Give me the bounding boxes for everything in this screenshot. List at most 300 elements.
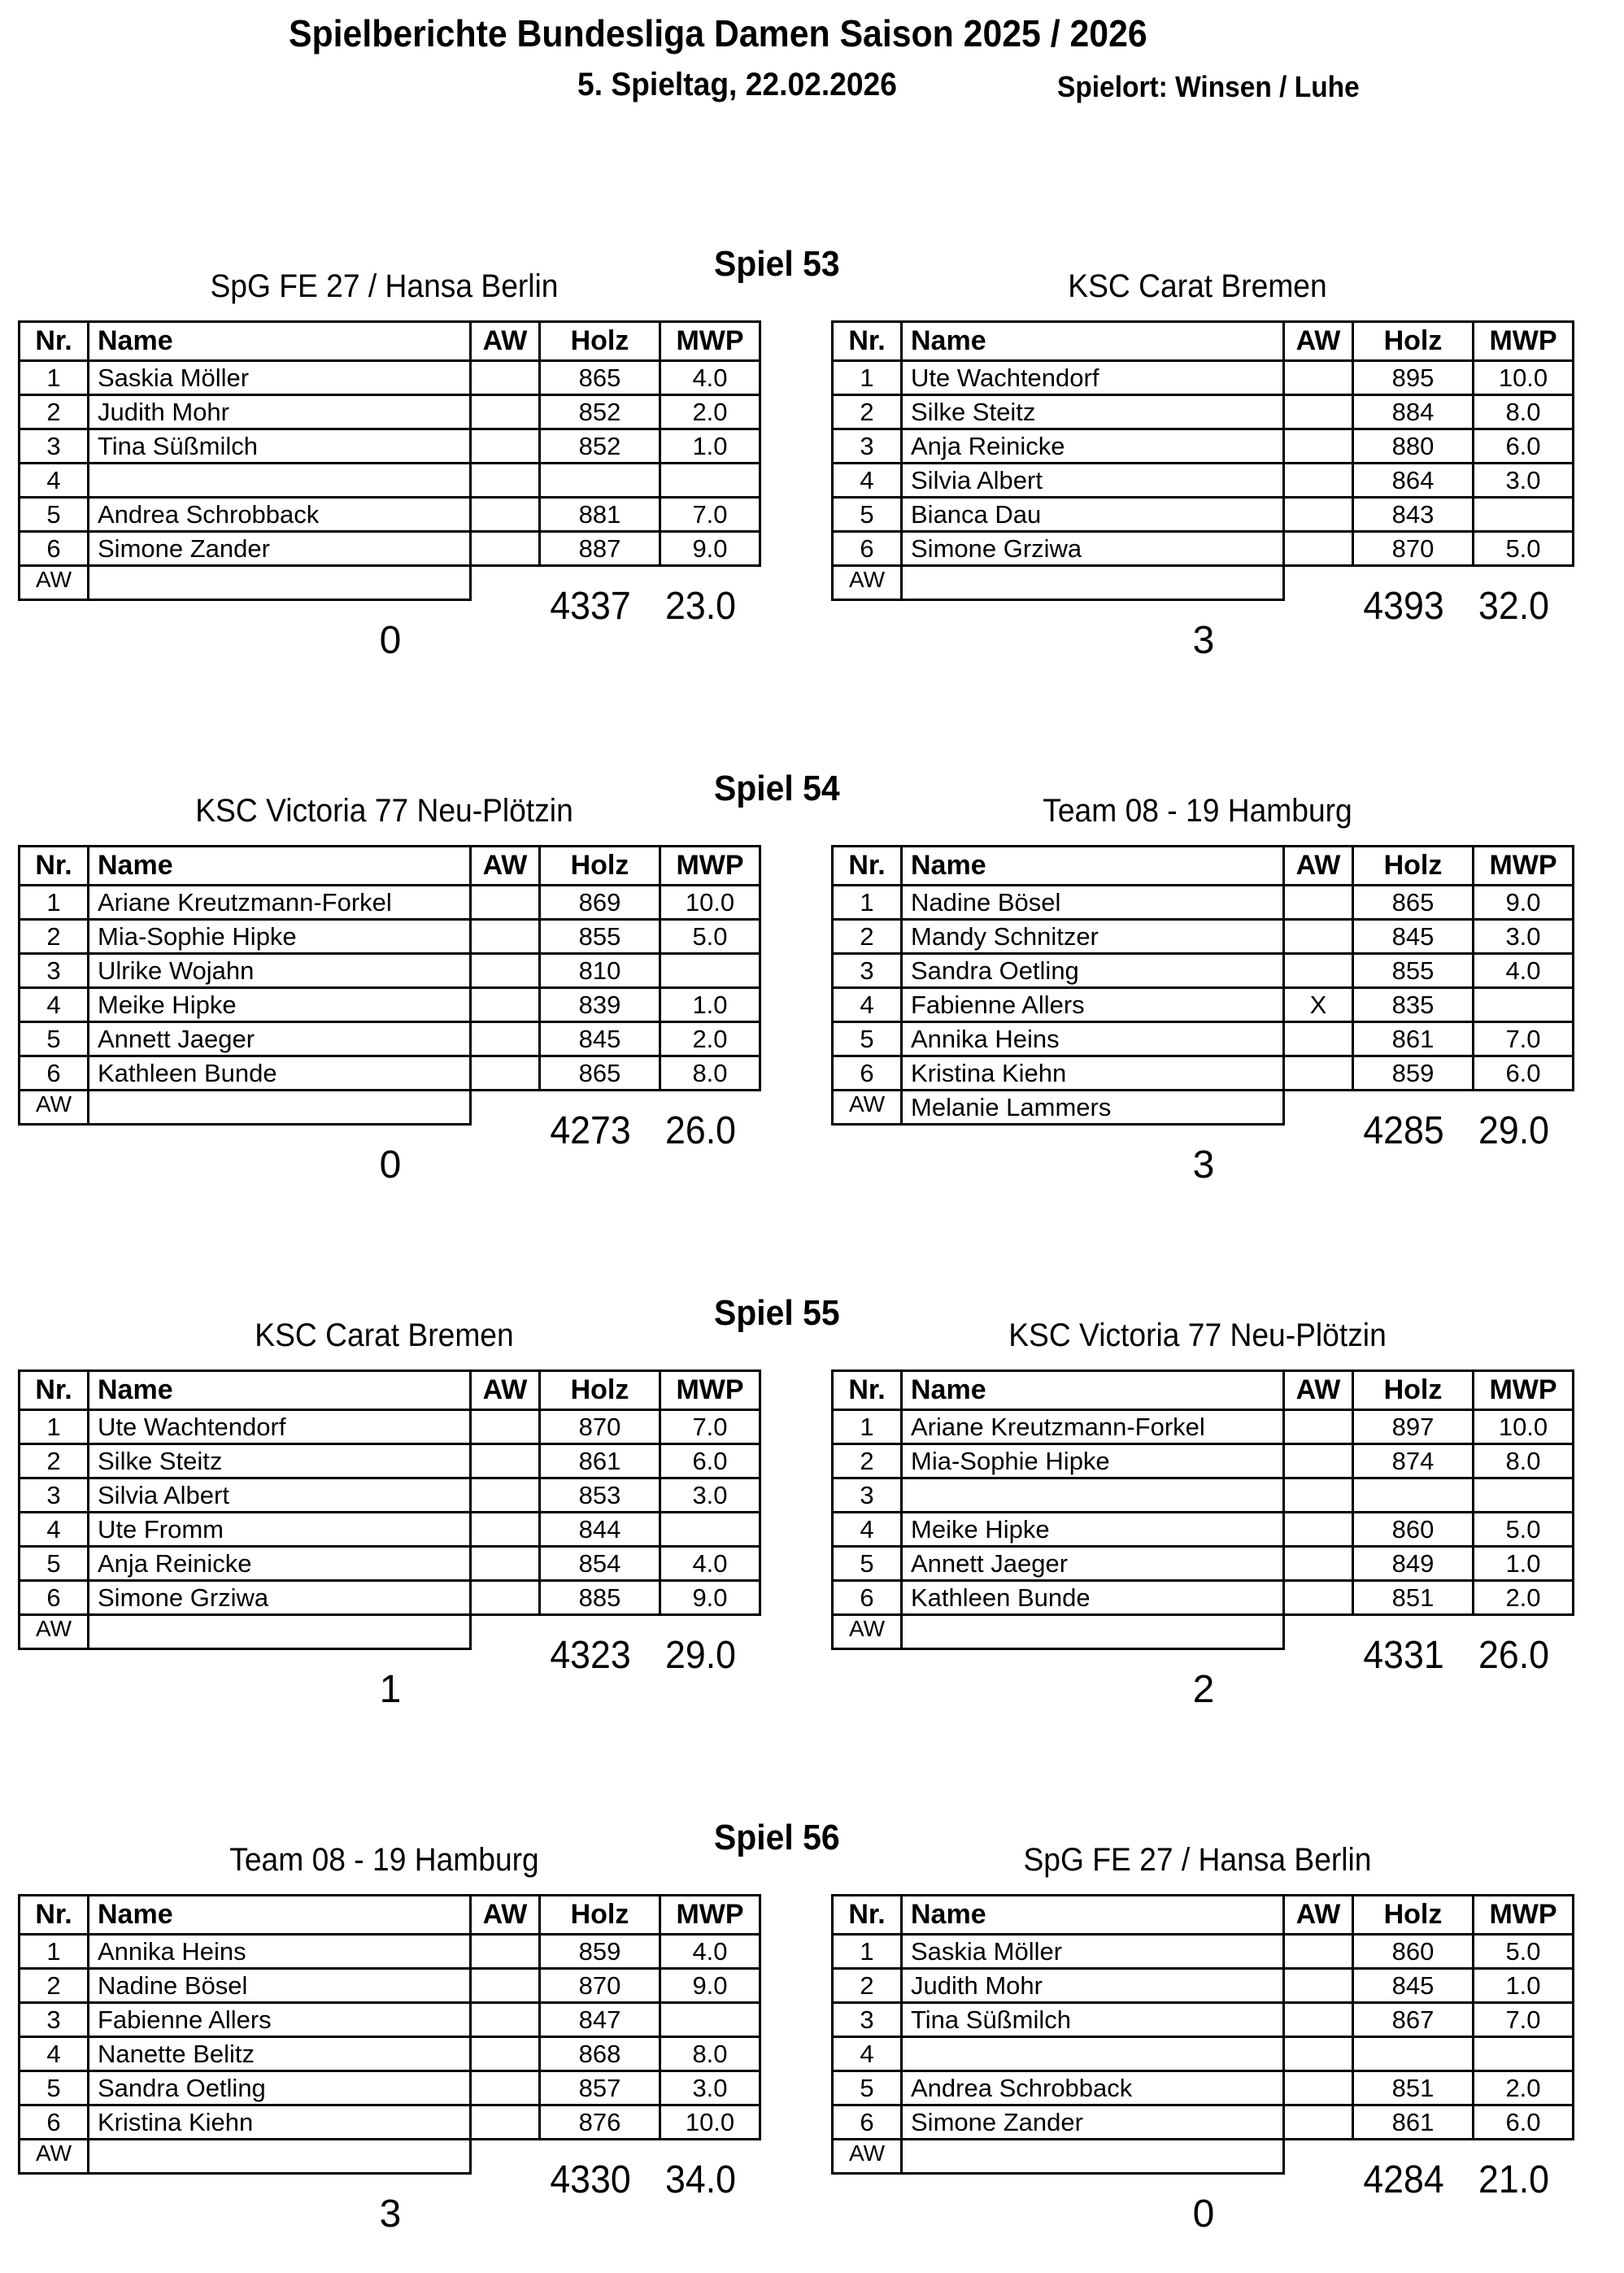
substitute-row (833, 1615, 1574, 1649)
player-row (833, 1581, 1574, 1615)
player-holz: 857 (540, 2071, 660, 2105)
player-name: Andrea Schrobback (902, 2071, 1284, 2105)
player-holz: 870 (540, 1410, 660, 1444)
player-name: Andrea Schrobback (89, 498, 471, 532)
substitute-name (902, 566, 1284, 600)
player-nr: 1 (20, 886, 89, 920)
player-row (833, 395, 1574, 429)
player-mwp: 8.0 (1474, 395, 1574, 429)
player-nr: 2 (20, 1444, 89, 1478)
player-aw (471, 2071, 540, 2105)
player-row (833, 1935, 1574, 1969)
total-holz: 4330 (550, 2158, 631, 2201)
substitute-label: AW (20, 566, 89, 600)
player-nr: 2 (833, 920, 902, 954)
player-name: Kathleen Bunde (902, 1581, 1284, 1615)
player-nr: 4 (833, 988, 902, 1022)
col-header-aw: AW (1284, 322, 1353, 361)
player-nr: 4 (20, 1513, 89, 1547)
total-holz: 4285 (1363, 1109, 1444, 1152)
game-label: Spiel 56 (714, 1818, 840, 1857)
player-nr: 5 (833, 1022, 902, 1056)
player-mwp (660, 954, 760, 988)
away-team-panel (813, 1293, 1624, 1748)
player-name: Annett Jaeger (89, 1022, 471, 1056)
substitute-label: AW (20, 1091, 89, 1125)
player-aw (471, 1547, 540, 1581)
player-nr: 4 (20, 2037, 89, 2071)
player-aw (471, 1581, 540, 1615)
player-row (833, 1513, 1574, 1547)
substitute-label: AW (833, 1615, 902, 1649)
player-row (833, 2003, 1574, 2037)
lineup-table (18, 320, 761, 601)
away-team-panel (813, 244, 1624, 699)
substitute-row (20, 2140, 760, 2174)
player-mwp: 3.0 (660, 2071, 760, 2105)
player-mwp: 2.0 (1474, 2071, 1574, 2105)
player-mwp: 2.0 (660, 395, 760, 429)
table-header-row (833, 847, 1574, 886)
player-mwp: 2.0 (1474, 1581, 1574, 1615)
substitute-name (89, 1615, 471, 1649)
player-holz: 865 (540, 361, 660, 395)
col-header-name: Name (902, 1371, 1284, 1410)
player-mwp: 3.0 (660, 1478, 760, 1513)
player-nr: 4 (833, 1513, 902, 1547)
player-name: Simone Zander (89, 532, 471, 566)
total-holz: 4323 (550, 1634, 631, 1677)
home-team-panel (0, 244, 813, 699)
player-nr: 1 (20, 1935, 89, 1969)
player-nr: 6 (833, 1056, 902, 1091)
player-aw (471, 1935, 540, 1969)
col-header-holz: Holz (1353, 1371, 1474, 1410)
player-name: Sandra Oetling (902, 954, 1284, 988)
table-header-row (20, 322, 760, 361)
table-header-row (833, 1371, 1574, 1410)
col-header-mwp: MWP (660, 1371, 760, 1410)
col-header-mwp: MWP (660, 322, 760, 361)
player-mwp (660, 2003, 760, 2037)
player-name: Ute Wachtendorf (89, 1410, 471, 1444)
player-row (20, 1513, 760, 1547)
player-mwp: 10.0 (660, 886, 760, 920)
player-aw (1284, 532, 1353, 566)
player-name: Silvia Albert (902, 464, 1284, 498)
player-row (833, 886, 1574, 920)
player-mwp: 6.0 (1474, 429, 1574, 464)
col-header-mwp: MWP (1474, 322, 1574, 361)
player-name: Ute Fromm (89, 1513, 471, 1547)
player-nr: 3 (20, 954, 89, 988)
player-name: Kristina Kiehn (902, 1056, 1284, 1091)
total-mwp: 32.0 (1478, 585, 1549, 628)
match-points: 1 (379, 1668, 402, 1711)
player-row (833, 988, 1574, 1022)
player-aw (471, 2037, 540, 2071)
player-mwp: 6.0 (1474, 2105, 1574, 2140)
player-mwp: 1.0 (660, 429, 760, 464)
player-holz: 860 (1353, 1935, 1474, 1969)
game-block (0, 1818, 1624, 2273)
player-aw (1284, 954, 1353, 988)
team-name: KSC Victoria 77 Neu-Plötzin (195, 793, 573, 829)
player-name (902, 2037, 1284, 2071)
col-header-holz: Holz (540, 847, 660, 886)
player-holz: 870 (540, 1969, 660, 2003)
player-nr: 6 (20, 2105, 89, 2140)
player-mwp: 4.0 (660, 1935, 760, 1969)
player-row (833, 532, 1574, 566)
player-mwp: 3.0 (1474, 920, 1574, 954)
player-holz: 867 (1353, 2003, 1474, 2037)
player-nr: 2 (20, 1969, 89, 2003)
venue-label: Spielort: Winsen / Luhe (1057, 70, 1360, 103)
lineup-table (18, 1369, 761, 1650)
player-nr: 1 (833, 886, 902, 920)
player-holz: 851 (1353, 1581, 1474, 1615)
player-mwp (1474, 1478, 1574, 1513)
substitute-label: AW (833, 2140, 902, 2174)
player-mwp: 6.0 (1474, 1056, 1574, 1091)
total-holz: 4331 (1363, 1634, 1444, 1677)
match-points: 0 (1192, 2192, 1215, 2236)
player-nr: 1 (20, 1410, 89, 1444)
player-row (20, 886, 760, 920)
player-aw (1284, 429, 1353, 464)
player-holz: 852 (540, 429, 660, 464)
away-team-panel (813, 769, 1624, 1224)
player-row (20, 2037, 760, 2071)
substitute-name (89, 566, 471, 600)
player-mwp (1474, 988, 1574, 1022)
player-mwp: 1.0 (1474, 1547, 1574, 1581)
substitute-row (833, 2140, 1574, 2174)
player-nr: 5 (20, 2071, 89, 2105)
player-row (833, 464, 1574, 498)
player-aw (1284, 886, 1353, 920)
player-row (20, 1022, 760, 1056)
col-header-name: Name (89, 1896, 471, 1935)
player-mwp: 5.0 (660, 920, 760, 954)
total-holz: 4337 (550, 585, 631, 628)
table-header-row (20, 1896, 760, 1935)
player-name: Nadine Bösel (902, 886, 1284, 920)
player-row (833, 920, 1574, 954)
player-mwp: 7.0 (1474, 1022, 1574, 1056)
player-mwp: 4.0 (660, 361, 760, 395)
col-header-aw: AW (471, 847, 540, 886)
player-aw (1284, 1478, 1353, 1513)
player-mwp: 7.0 (660, 1410, 760, 1444)
substitute-row (833, 566, 1574, 600)
match-points: 0 (379, 1143, 402, 1187)
player-mwp: 5.0 (1474, 532, 1574, 566)
player-aw (471, 1969, 540, 2003)
lineup-table (18, 1894, 761, 2175)
home-team-panel (0, 1818, 813, 2273)
substitute-row (833, 1091, 1574, 1125)
player-nr: 6 (20, 1581, 89, 1615)
col-header-aw: AW (1284, 1371, 1353, 1410)
player-holz: 852 (540, 395, 660, 429)
substitute-label: AW (20, 1615, 89, 1649)
player-row (20, 2105, 760, 2140)
player-name: Kristina Kiehn (89, 2105, 471, 2140)
player-aw (471, 395, 540, 429)
player-holz: 843 (1353, 498, 1474, 532)
player-mwp: 8.0 (1474, 1444, 1574, 1478)
player-row (20, 498, 760, 532)
player-mwp: 4.0 (660, 1547, 760, 1581)
player-name: Tina Süßmilch (902, 2003, 1284, 2037)
player-nr: 5 (20, 1022, 89, 1056)
substitute-label: AW (833, 1091, 902, 1125)
player-aw (1284, 464, 1353, 498)
matchday-date: 5. Spieltag, 22.02.2026 (577, 67, 897, 102)
player-nr: 2 (20, 395, 89, 429)
player-aw (1284, 361, 1353, 395)
team-name: Team 08 - 19 Hamburg (1043, 793, 1352, 829)
player-name: Saskia Möller (89, 361, 471, 395)
player-holz: 810 (540, 954, 660, 988)
player-mwp: 10.0 (1474, 361, 1574, 395)
table-header-row (833, 322, 1574, 361)
player-row (20, 2003, 760, 2037)
home-team-panel (0, 1293, 813, 1748)
player-mwp: 1.0 (660, 988, 760, 1022)
player-nr: 6 (20, 1056, 89, 1091)
col-header-nr: Nr. (833, 1896, 902, 1935)
player-nr: 5 (20, 1547, 89, 1581)
player-aw (471, 988, 540, 1022)
game-block (0, 769, 1624, 1224)
player-name: Mia-Sophie Hipke (89, 920, 471, 954)
player-nr: 2 (20, 920, 89, 954)
col-header-nr: Nr. (833, 1371, 902, 1410)
player-name: Fabienne Allers (902, 988, 1284, 1022)
substitute-label: AW (20, 2140, 89, 2174)
col-header-mwp: MWP (1474, 1896, 1574, 1935)
player-row (20, 920, 760, 954)
total-mwp: 29.0 (665, 1634, 736, 1677)
player-holz: 854 (540, 1547, 660, 1581)
player-nr: 1 (833, 1935, 902, 1969)
col-header-holz: Holz (540, 322, 660, 361)
substitute-name (902, 1615, 1284, 1649)
player-aw (1284, 2071, 1353, 2105)
player-name: Mandy Schnitzer (902, 920, 1284, 954)
table-header-row (20, 1371, 760, 1410)
col-header-nr: Nr. (20, 322, 89, 361)
total-mwp: 21.0 (1478, 2158, 1549, 2201)
match-points: 3 (1192, 1143, 1215, 1187)
player-mwp: 10.0 (1474, 1410, 1574, 1444)
player-nr: 6 (833, 532, 902, 566)
player-holz: 845 (540, 1022, 660, 1056)
player-mwp: 9.0 (1474, 886, 1574, 920)
player-holz: 859 (1353, 1056, 1474, 1091)
player-mwp: 9.0 (660, 1969, 760, 2003)
total-mwp: 26.0 (665, 1109, 736, 1152)
player-holz: 870 (1353, 532, 1474, 566)
player-name: Annika Heins (89, 1935, 471, 1969)
player-row (833, 1969, 1574, 2003)
player-row (20, 1935, 760, 1969)
player-aw (471, 429, 540, 464)
player-name: Meike Hipke (902, 1513, 1284, 1547)
page-title: Spielberichte Bundesliga Damen Saison 2025 / 2026 (289, 12, 1147, 54)
col-header-name: Name (89, 1371, 471, 1410)
player-nr: 6 (20, 532, 89, 566)
player-name: Mia-Sophie Hipke (902, 1444, 1284, 1478)
substitute-row (20, 566, 760, 600)
player-row (833, 1444, 1574, 1478)
player-aw (1284, 2105, 1353, 2140)
col-header-holz: Holz (540, 1896, 660, 1935)
total-holz: 4273 (550, 1109, 631, 1152)
player-aw (471, 464, 540, 498)
player-holz: 864 (1353, 464, 1474, 498)
player-name: Meike Hipke (89, 988, 471, 1022)
player-holz: 884 (1353, 395, 1474, 429)
player-holz: 855 (1353, 954, 1474, 988)
player-aw (471, 2003, 540, 2037)
player-holz: 844 (540, 1513, 660, 1547)
team-name: KSC Carat Bremen (1068, 268, 1327, 304)
player-aw (471, 886, 540, 920)
player-nr: 6 (833, 1581, 902, 1615)
player-mwp (1474, 2037, 1574, 2071)
player-holz: 849 (1353, 1547, 1474, 1581)
player-nr: 5 (833, 1547, 902, 1581)
player-row (20, 1969, 760, 2003)
player-holz: 861 (540, 1444, 660, 1478)
player-nr: 3 (20, 2003, 89, 2037)
table-header-row (833, 1896, 1574, 1935)
col-header-name: Name (902, 1896, 1284, 1935)
col-header-nr: Nr. (833, 322, 902, 361)
total-mwp: 23.0 (665, 585, 736, 628)
player-nr: 1 (833, 1410, 902, 1444)
player-name: Annika Heins (902, 1022, 1284, 1056)
match-points: 2 (1192, 1668, 1215, 1711)
player-nr: 2 (833, 395, 902, 429)
player-row (20, 532, 760, 566)
player-holz: 881 (540, 498, 660, 532)
col-header-mwp: MWP (660, 1896, 760, 1935)
player-holz: 868 (540, 2037, 660, 2071)
player-mwp: 5.0 (1474, 1513, 1574, 1547)
player-name: Sandra Oetling (89, 2071, 471, 2105)
col-header-name: Name (89, 322, 471, 361)
player-row (20, 1056, 760, 1091)
player-aw (471, 2105, 540, 2140)
player-holz: 845 (1353, 920, 1474, 954)
player-aw (1284, 2003, 1353, 2037)
table-header-row (20, 847, 760, 886)
player-row (20, 954, 760, 988)
player-holz: 897 (1353, 1410, 1474, 1444)
player-holz (1353, 2037, 1474, 2071)
player-aw (1284, 1581, 1353, 1615)
player-holz: 887 (540, 532, 660, 566)
player-name: Bianca Dau (902, 498, 1284, 532)
player-holz: 861 (1353, 1022, 1474, 1056)
col-header-name: Name (902, 847, 1284, 886)
total-holz: 4284 (1363, 2158, 1444, 2201)
player-nr: 4 (833, 464, 902, 498)
team-name: Team 08 - 19 Hamburg (229, 1842, 539, 1878)
player-row (20, 1547, 760, 1581)
player-holz: 861 (1353, 2105, 1474, 2140)
col-header-nr: Nr. (20, 1896, 89, 1935)
player-mwp: 8.0 (660, 1056, 760, 1091)
player-aw (471, 1056, 540, 1091)
col-header-aw: AW (471, 1371, 540, 1410)
player-nr: 3 (833, 429, 902, 464)
player-name: Saskia Möller (902, 1935, 1284, 1969)
player-aw (1284, 2037, 1353, 2071)
total-mwp: 34.0 (665, 2158, 736, 2201)
lineup-table (18, 845, 761, 1126)
col-header-holz: Holz (1353, 847, 1474, 886)
player-aw (1284, 1056, 1353, 1091)
col-header-holz: Holz (540, 1371, 660, 1410)
team-name: KSC Victoria 77 Neu-Plötzin (1008, 1317, 1387, 1353)
home-team-panel (0, 769, 813, 1224)
player-holz: 880 (1353, 429, 1474, 464)
player-row (20, 1410, 760, 1444)
substitute-name: Melanie Lammers (902, 1091, 1284, 1125)
player-row (20, 395, 760, 429)
player-row (833, 1547, 1574, 1581)
player-nr: 5 (833, 498, 902, 532)
player-name: Silke Steitz (89, 1444, 471, 1478)
player-nr: 3 (20, 429, 89, 464)
player-name: Fabienne Allers (89, 2003, 471, 2037)
game-label: Spiel 55 (714, 1293, 840, 1333)
lineup-table (831, 1369, 1574, 1650)
player-holz: 845 (1353, 1969, 1474, 2003)
player-row (833, 2105, 1574, 2140)
player-aw (1284, 1547, 1353, 1581)
player-nr: 1 (833, 361, 902, 395)
col-header-name: Name (902, 322, 1284, 361)
player-holz: 859 (540, 1935, 660, 1969)
game-label: Spiel 53 (714, 244, 840, 284)
substitute-name (89, 2140, 471, 2174)
player-name: Judith Mohr (902, 1969, 1284, 2003)
player-name: Nanette Belitz (89, 2037, 471, 2071)
player-name: Silke Steitz (902, 395, 1284, 429)
player-name: Ariane Kreutzmann-Forkel (89, 886, 471, 920)
player-aw (471, 954, 540, 988)
total-mwp: 29.0 (1478, 1109, 1549, 1152)
player-row (833, 1056, 1574, 1091)
player-aw (471, 920, 540, 954)
player-aw (471, 361, 540, 395)
player-name: Kathleen Bunde (89, 1056, 471, 1091)
player-holz: 853 (540, 1478, 660, 1513)
player-aw (471, 1410, 540, 1444)
player-row (833, 1478, 1574, 1513)
player-aw (471, 1444, 540, 1478)
player-row (20, 464, 760, 498)
col-header-aw: AW (471, 322, 540, 361)
player-mwp: 2.0 (660, 1022, 760, 1056)
